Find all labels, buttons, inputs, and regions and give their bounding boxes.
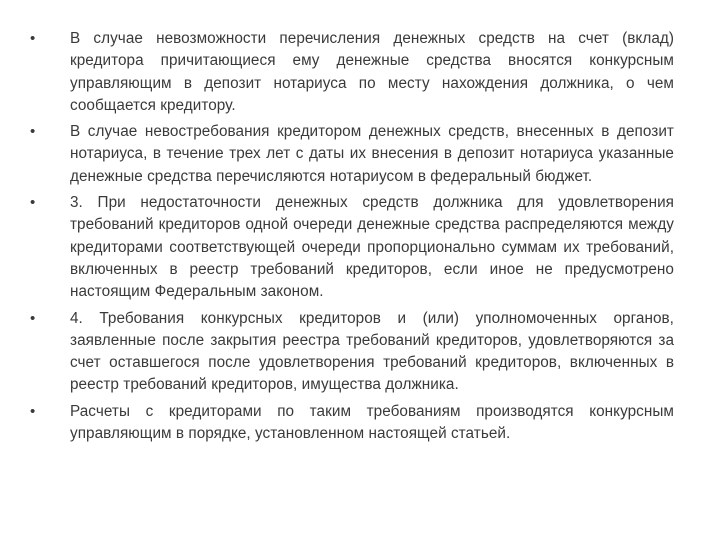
bullet-text: В случае невозможности перечисления денежных средств на счет (вклад) кредитора причитающиеся ему денежные средства вносятся конкурсным управляющим в депозит нотариуса по месту нахождения должника, о чем сообщается кредитору. (70, 30, 674, 114)
bullet-icon: • (30, 30, 36, 47)
bullet-list (30, 28, 674, 449)
bullet-text: 3. При недостаточности денежных средств должника для удовлетворения требований кредиторов одной очереди денежные средства распределяются между кредиторами соответствующей очереди пропорционально суммам их требований, включенных в реестр требований кредиторов, если иное не предусмотрено настоящим Федеральным законом. (70, 194, 674, 301)
bullet-icon: • (30, 123, 36, 141)
list-item (30, 308, 674, 397)
bullet-icon: • (30, 309, 36, 327)
list-item (30, 192, 674, 303)
list-item (30, 121, 674, 188)
list-item (30, 401, 674, 446)
bullet-icon: • (30, 194, 36, 212)
bullet-icon: • (30, 402, 36, 420)
bullet-text: В случае невостребования кредитором денежных средств, внесенных в депозит нотариуса, в течение трех лет с даты их внесения в депозит нотариуса указанные денежные средства перечисляются нотариусом в федеральный бюджет. (70, 123, 674, 185)
bullet-text: 4. Требования конкурсных кредиторов и (или) уполномоченных органов, заявленные после закрытия реестра требований кредиторов, удовлетворяются за счет оставшегося после удовлетворения требований кредиторов, включенных в реестр требований кредиторов, имущества должника. (70, 309, 674, 394)
bullet-text: Расчеты с кредиторами по таким требованиям производятся конкурсным управляющим в порядке, установленном настоящей статьей. (70, 402, 674, 443)
list-item (30, 28, 674, 117)
